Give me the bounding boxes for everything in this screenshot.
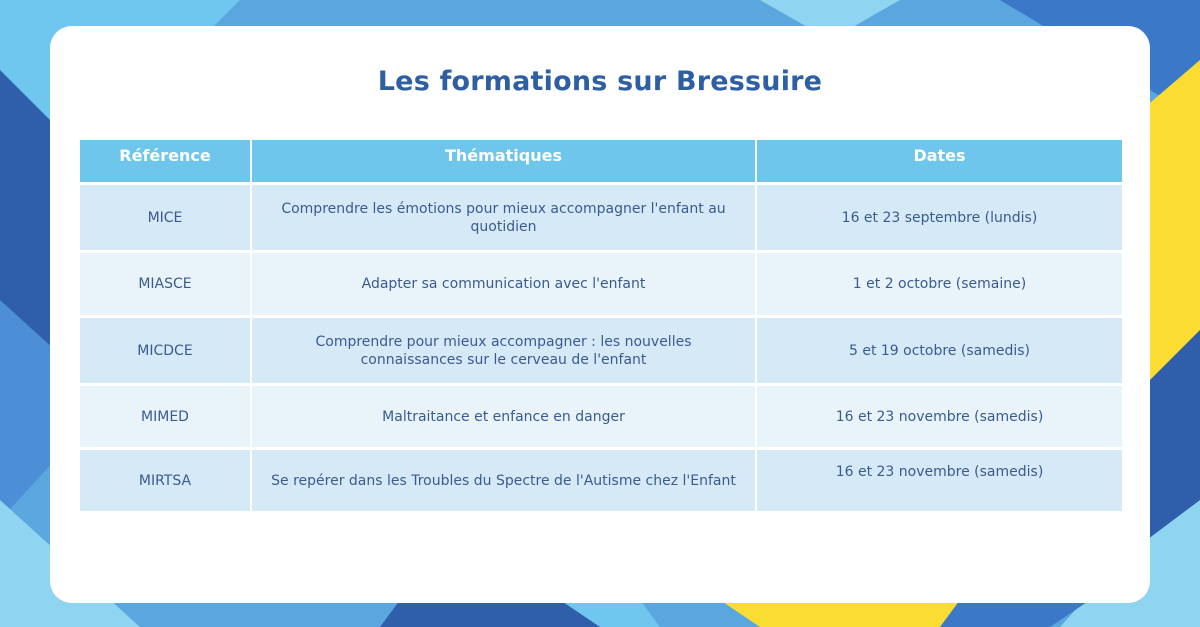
cell-dates: 1 et 2 octobre (semaine) <box>757 253 1122 315</box>
header-dates: Dates <box>757 140 1122 182</box>
cell-thematique: Comprendre les émotions pour mieux accompagner l'enfant au quotidien <box>252 185 755 250</box>
cell-dates: 16 et 23 novembre (samedis) <box>757 450 1122 511</box>
table-row <box>80 318 1122 383</box>
cell-reference: MIMED <box>80 386 250 447</box>
cell-dates: 16 et 23 novembre (samedis) <box>757 386 1122 447</box>
content-card <box>50 26 1150 603</box>
cell-thematique: Adapter sa communication avec l'enfant <box>252 253 755 315</box>
trainings-table <box>78 137 1124 514</box>
table-row <box>80 185 1122 250</box>
cell-reference: MIASCE <box>80 253 250 315</box>
table-header-row <box>80 140 1122 182</box>
cell-reference: MIRTSA <box>80 450 250 511</box>
table-row <box>80 386 1122 447</box>
cell-reference: MICE <box>80 185 250 250</box>
header-reference: Référence <box>80 140 250 182</box>
table-row <box>80 253 1122 315</box>
cell-reference: MICDCE <box>80 318 250 383</box>
cell-dates: 5 et 19 octobre (samedis) <box>757 318 1122 383</box>
cell-dates: 16 et 23 septembre (lundis) <box>757 185 1122 250</box>
cell-thematique: Se repérer dans les Troubles du Spectre de l'Autisme chez l'Enfant <box>252 450 755 511</box>
page-title: Les formations sur Bressuire <box>377 66 823 97</box>
table-row <box>80 450 1122 511</box>
cell-thematique: Comprendre pour mieux accompagner : les nouvelles connaissances sur le cerveau de l'enfant <box>252 318 755 383</box>
cell-thematique: Maltraitance et enfance en danger <box>252 386 755 447</box>
header-thematiques: Thématiques <box>252 140 755 182</box>
